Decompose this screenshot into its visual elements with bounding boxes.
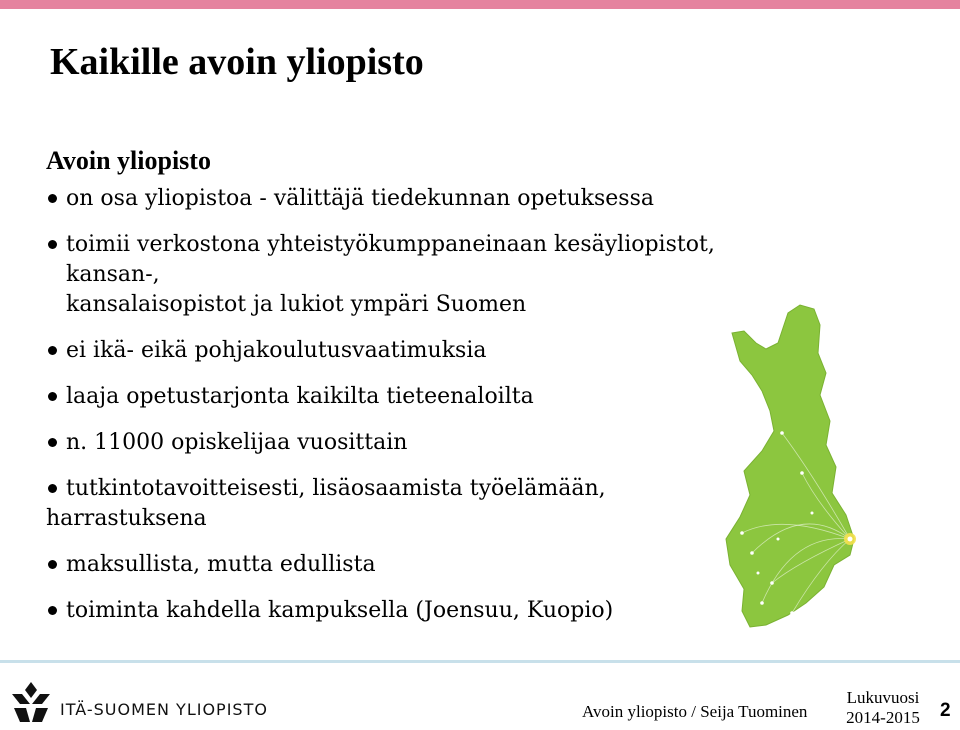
footer-year-value: 2014-2015	[846, 708, 920, 727]
bullet-text-continuation: kansalaisopistot ja lukiot ympäri Suomen	[66, 292, 527, 317]
bullet-dot-icon	[48, 392, 57, 401]
bullet-list	[46, 184, 746, 626]
bullet-text: on osa yliopistoa - välittäjä tiedekunnan opetuksessa	[66, 186, 654, 211]
bullet-item	[46, 336, 746, 366]
top-accent-bar	[0, 0, 960, 9]
bullet-text: toimii verkostona yhteistyökumppaneinaan kesäyliopistot, kansan-,	[66, 232, 715, 287]
bullet-item	[46, 474, 746, 534]
bullet-text: ei ikä- eikä pohjakoulutusvaatimuksia	[66, 338, 487, 363]
footer-year-block	[838, 688, 928, 728]
finland-map-icon	[722, 303, 877, 633]
bullet-dot-icon	[48, 240, 57, 249]
bullet-item	[46, 596, 746, 626]
bullet-dot-icon	[48, 606, 57, 615]
bullet-text: n. 11000 opiskelijaa vuosittain	[66, 430, 408, 455]
uef-logo-icon	[10, 680, 52, 724]
bullet-text: tutkintotavoitteisesti, lisäosaamista työelämään,	[66, 476, 606, 501]
bullet-text: maksullista, mutta edullista	[66, 552, 376, 577]
bullet-item	[46, 230, 746, 320]
bullet-item	[46, 550, 746, 580]
footer-author: Avoin yliopisto / Seija Tuominen	[582, 702, 808, 721]
bullet-text: toiminta kahdella kampuksella (Joensuu, Kuopio)	[66, 598, 614, 623]
slide-content	[46, 146, 746, 642]
footer-year-label: Lukuvuosi	[846, 688, 920, 707]
slide-subtitle: Avoin yliopisto	[46, 146, 211, 175]
bullet-item	[46, 428, 746, 458]
bullet-dot-icon	[48, 484, 57, 493]
bullet-dot-icon	[48, 194, 57, 203]
bullet-dot-icon	[48, 438, 57, 447]
bullet-text-continuation: harrastuksena	[46, 506, 207, 531]
page-number: 2	[940, 700, 951, 721]
bullet-text: laaja opetustarjonta kaikilta tieteenaloilta	[66, 384, 534, 409]
slide-title: Kaikille avoin yliopisto	[50, 41, 424, 83]
bullet-dot-icon	[48, 560, 57, 569]
bullet-item	[46, 382, 746, 412]
bullet-dot-icon	[48, 346, 57, 355]
footer-divider	[0, 660, 960, 663]
bullet-item	[46, 184, 746, 214]
university-name: ITÄ-SUOMEN YLIOPISTO	[60, 700, 268, 719]
